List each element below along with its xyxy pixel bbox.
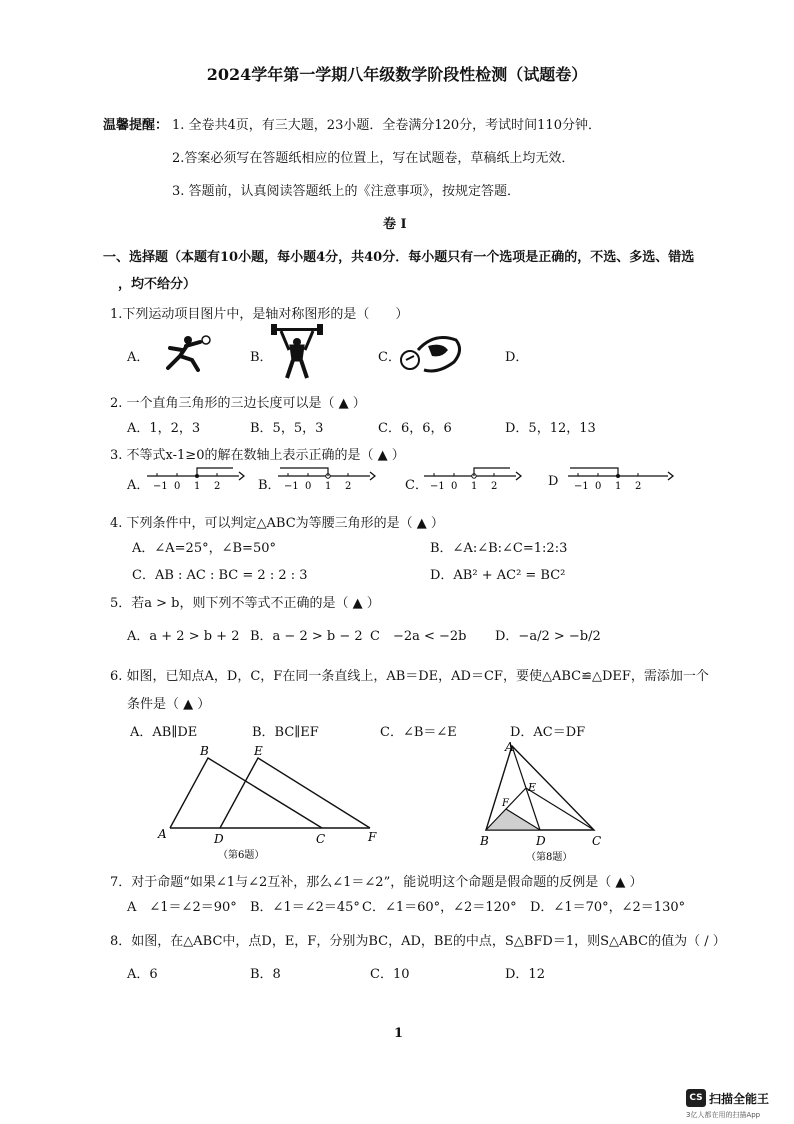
q8-option-b: B．8 xyxy=(250,967,281,982)
q8-option-c: C．10 xyxy=(370,967,410,982)
q8-point-label: F xyxy=(502,798,509,809)
q3-label-d: D xyxy=(548,474,559,489)
q2-option-b: B．5，5，3 xyxy=(250,421,324,436)
volleyball-player-icon xyxy=(158,330,212,372)
q6-figure xyxy=(150,742,390,862)
q3-number-line-d xyxy=(566,462,676,492)
q8-option-a: A．6 xyxy=(127,967,158,982)
q5-option-b: B．a − 2 > b − 2 xyxy=(250,629,363,644)
q8-point-label: A xyxy=(505,740,514,754)
swimmer-icon xyxy=(398,328,466,378)
q7-option-b: B．∠1＝∠2＝45° xyxy=(250,900,360,915)
q8-option-d: D．12 xyxy=(505,967,545,982)
q3-a-tick-label: −1 xyxy=(153,481,168,492)
q3-a-tick-label: 1 xyxy=(194,481,201,492)
q1-option-b: B． xyxy=(250,350,273,365)
q6-point-label: D xyxy=(214,832,224,846)
q3-c-tick-label: 1 xyxy=(471,481,478,492)
q5-option-d: D．−a/2 > −b/2 xyxy=(495,629,601,644)
q3-a-tick-label: 2 xyxy=(214,481,221,492)
q3-label-b: B． xyxy=(258,478,281,493)
q1-stem: 1.下列运动项目图片中，是轴对称图形的是（ ） xyxy=(110,307,409,322)
q6-stem-cont: 条件是（ ▲ ） xyxy=(127,697,211,712)
footer-app-name: 扫描全能王 xyxy=(709,1092,770,1106)
q4-option-c: C．AB : AC : BC = 2 : 2 : 3 xyxy=(132,568,308,583)
q2-stem: 2. 一个直角三角形的三边长度可以是（ ▲ ） xyxy=(110,396,366,411)
q3-c-tick-label: −1 xyxy=(430,481,445,492)
q3-b-tick-label: 0 xyxy=(305,481,312,492)
q3-label-c: C． xyxy=(405,478,428,493)
q3-c-tick-label: 2 xyxy=(491,481,498,492)
q3-b-tick-label: −1 xyxy=(284,481,299,492)
footer-tagline: 3亿人都在用的扫描App xyxy=(686,1111,761,1119)
q6-option-b: B．BC∥EF xyxy=(252,725,319,740)
q7-option-c: C．∠1＝60°，∠2＝120° xyxy=(362,900,517,915)
q3-c-tick-label: 0 xyxy=(451,481,458,492)
q3-d-tick-label: 0 xyxy=(595,481,602,492)
q3-stem: 3. 不等式x-1≥0的解在数轴上表示正确的是（ ▲ ） xyxy=(110,448,405,463)
notice-label: 温馨提醒： xyxy=(103,118,169,133)
section-heading-cont: ，均不给分） xyxy=(118,277,197,292)
q3-number-line-b xyxy=(276,462,376,492)
notice-line-3: 3. 答题前，认真阅读答题纸上的《注意事项》，按规定答题． xyxy=(172,184,521,199)
q8-stem: 8．如图，在△ABC中，点D，E，F，分别为BC，AD，BE的中点，S△BFD＝1，则S△ABC的值为（ / ） xyxy=(110,934,726,949)
page-number: 1 xyxy=(394,1026,404,1041)
q5-option-c: C −2a < −2b xyxy=(370,629,467,644)
page-title: 2024学年第一学期八年级数学阶段性检测（试题卷） xyxy=(206,65,588,84)
q8-point-label: E xyxy=(528,781,537,794)
section-heading: 一、选择题（本题有10小题，每小题4分，共40分．每小题只有一个选项是正确的，不选、多选、错选 xyxy=(103,250,695,265)
q5-stem: 5．若a > b，则下列不等式不正确的是（ ▲ ） xyxy=(110,596,380,611)
q6-stem: 6. 如图，已知点A，D，C，F在同一条直线上，AB＝DE，AD＝CF，要使△ABC≌△DEF，需添加一个 xyxy=(110,669,709,684)
q2-option-a: A．1，2，3 xyxy=(127,421,201,436)
q6-point-label: B xyxy=(200,744,209,758)
q8-point-label: B xyxy=(480,834,489,848)
q8-point-label: D xyxy=(536,834,546,848)
volume-heading: 卷 I xyxy=(383,217,407,232)
q6-option-a: A．AB∥DE xyxy=(130,725,198,740)
q6-option-c: C．∠B＝∠E xyxy=(380,725,457,740)
q3-number-line-a xyxy=(145,462,245,492)
q1-option-c: C． xyxy=(378,350,401,365)
q5-option-a: A．a + 2 > b + 2 xyxy=(127,629,240,644)
q6-option-d: D．AC＝DF xyxy=(510,725,586,740)
notice-line-1: 1. 全卷共4页，有三大题，23小题．全卷满分120分，考试时间110分钟． xyxy=(172,118,601,133)
q1-option-a: A． xyxy=(127,350,150,365)
q7-option-d: D．∠1＝70°，∠2＝130° xyxy=(530,900,686,915)
q4-option-b: B．∠A:∠B:∠C=1:2:3 xyxy=(430,541,568,556)
q3-label-a: A． xyxy=(127,478,150,493)
q8-figure-caption: （第8题） xyxy=(526,852,573,863)
notice-line-2: 2.答案必须写在答题纸相应的位置上，写在试题卷，草稿纸上均无效． xyxy=(172,151,575,166)
q6-point-label: E xyxy=(254,744,263,758)
q7-stem: 7．对于命题“如果∠1与∠2互补，那么∠1＝∠2”，能说明这个命题是假命题的反例是（ ▲ ） xyxy=(110,875,643,890)
q4-option-d: D．AB² + AC² = BC² xyxy=(430,568,566,583)
q6-figure-caption: （第6题） xyxy=(218,850,265,861)
q6-point-label: A xyxy=(158,827,167,841)
weightlifter-icon xyxy=(271,324,323,380)
q8-figure xyxy=(474,738,614,864)
q2-option-d: D．5，12，13 xyxy=(505,421,596,436)
q6-point-label: C xyxy=(316,832,326,846)
q3-d-tick-label: 2 xyxy=(635,481,642,492)
q7-option-a: A ∠1＝∠2＝90° xyxy=(127,900,237,915)
q3-b-tick-label: 2 xyxy=(345,481,352,492)
q2-option-c: C．6，6，6 xyxy=(378,421,452,436)
q1-option-d: D． xyxy=(505,350,529,365)
q6-point-label: F xyxy=(368,830,377,844)
q3-number-line-c xyxy=(422,462,522,492)
q8-point-label: C xyxy=(592,834,602,848)
q3-d-tick-label: 1 xyxy=(615,481,622,492)
q3-a-tick-label: 0 xyxy=(174,481,181,492)
q3-d-tick-label: −1 xyxy=(574,481,589,492)
q4-option-a: A．∠A=25°，∠B=50° xyxy=(132,541,276,556)
q3-b-tick-label: 1 xyxy=(325,481,332,492)
q4-stem: 4. 下列条件中，可以判定△ABC为等腰三角形的是（ ▲ ） xyxy=(110,516,444,531)
camscanner-logo-icon: CS xyxy=(686,1089,706,1107)
